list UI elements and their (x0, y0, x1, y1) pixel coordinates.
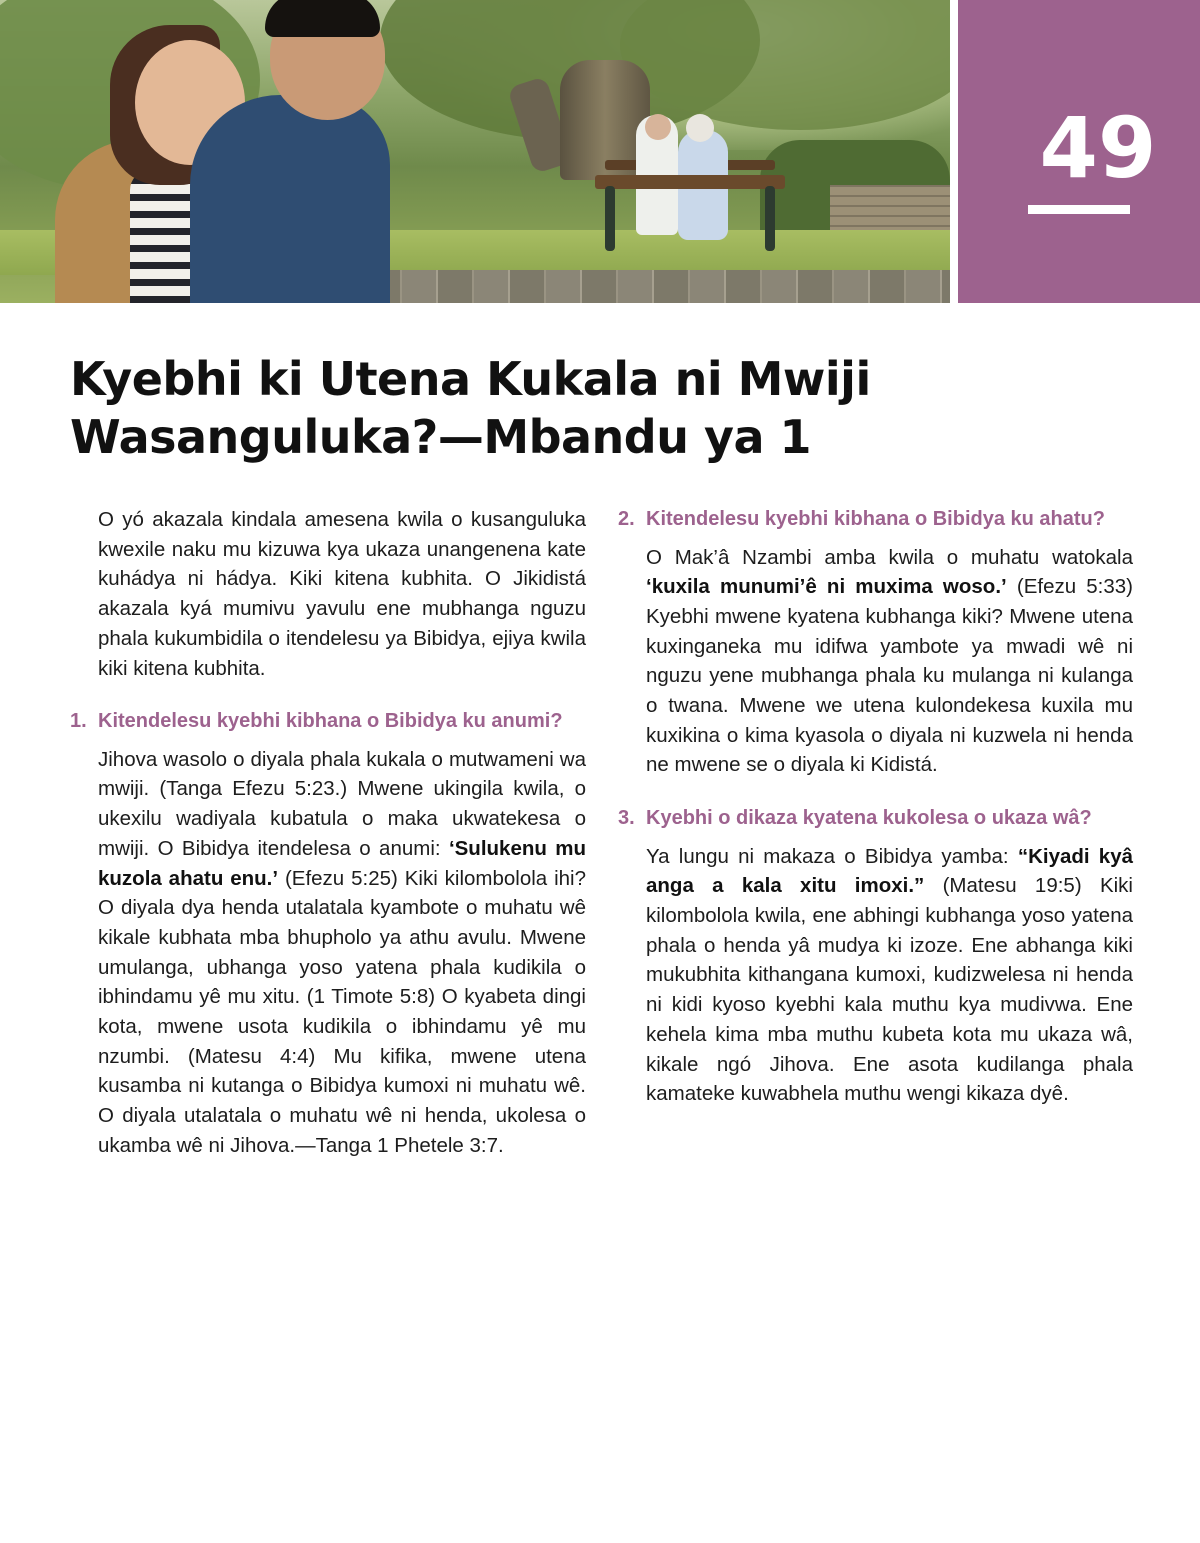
question-1-text: Kitendelesu kyebhi kibhana o Bibidya ku anumi? (98, 710, 563, 733)
question-3-heading (618, 804, 1133, 834)
answer-3-quote: “Kiyadi kyâ anga a kala xitu imoxi.” (646, 844, 1133, 898)
question-3-text: Kyebhi o dikaza kyatena kukolesa o ukaza wâ? (646, 807, 1092, 830)
answer-2-text-b: (Efezu 5:33) Kyebhi mwene kyatena kubhanga kiki? Mwene utena kuxinganeka mu idifwa yambote ya mwadi wê ni nguzu yene mubhanga phala ku mulanga ni kulanga o twana. Mwene we utena kulondekesa kuxila mu kuxikina o kima kyasola o diyala ni kuzwela ni henda ne mwene se o diyala ki Kidistá. (646, 575, 1133, 777)
page-title-line-1: Kyebhi ki Utena Kukala ni Mwiji (70, 352, 871, 406)
question-2-answer (618, 543, 1133, 781)
header-photo (0, 0, 950, 303)
question-2-heading (618, 505, 1133, 535)
question-1-number: 1. (70, 710, 87, 733)
answer-1-text-b: (Efezu 5:25) Kiki kilombolola ihi? O diyala dya henda utalatala kyambote o muhatu wê kikale kubhata mba bhupholo ya athu avulu. Mwene umulanga, ubhanga yoso yatena phala kudikila o ibhindamu yê mu xitu. (1 Timote 5:8) O kyabeta dingi kota, mwene usota kudikila o ibhindamu yê mu nzumbi. (Matesu 4:4) Mu kifika, mwene utena kusamba ni kutanga o Bibidya kumoxi ni muhatu wê. O diyala utalatala o muhatu wê ni henda, ukolesa o ukamba wê ni Jihova.—Tanga 1 Phetele 3:7. (98, 866, 586, 1157)
answer-1-text-a: Jihova wasolo o diyala phala kukala o mutwameni wa mwiji. (Tanga Efezu 5:23.) Mwene ukingila kwila, o ukexilu wadiyala kubatula o maka ukwatekesa o mwiji. O Bibidya itendelesa o anumi: (98, 747, 586, 860)
lesson-badge (958, 0, 1200, 303)
right-column (618, 505, 1133, 1109)
lesson-number-underline (1028, 205, 1130, 214)
left-column (70, 505, 586, 1161)
answer-3-text-a: Ya lungu ni makaza o Bibidya yamba: (646, 844, 1018, 868)
answer-3-text-b: (Matesu 19:5) Kiki kilombolola kwila, ene abhingi kubhanga yoso yatena phala o henda yâ mudya ki izoze. Ene abhanga kiki mukubhita kithangana kumoxi, kudizwelesa ni henda ni kidi kyoso kyebhi kala muthu kya mudivwa. Ene kehela kima mba muthu kubeta kota mu ukaza wâ, kikale ngó Jihova. Ene asota kudilanga phala kamateke kuwabhela muthu wengi kikaza dyê. (646, 874, 1133, 1106)
intro-paragraph: O yó akazala kindala amesena kwila o kusanguluka kwexile naku mu kizuwa kya ukaza unangenena kate kuhádya ni hádya. Kiki kitena kubhita. O Jikidistá akazala kyá mumivu yavulu ene mubhanga nguzu phala kukumbidila o itendelesu ya Bibidya, ejiya kwila kiki kitena kubhita. (98, 508, 586, 680)
page-title (70, 350, 970, 466)
question-2-number: 2. (618, 508, 635, 530)
question-3-number: 3. (618, 807, 635, 830)
question-1-heading (70, 707, 586, 737)
question-3-answer (618, 842, 1133, 1109)
question-2-text: Kitendelesu kyebhi kibhana o Bibidya ku ahatu? (646, 508, 1105, 530)
answer-2-quote: ‘kuxila munumi’ê ni muxima woso.’ (646, 575, 1007, 599)
answer-1-quote: ‘Sulukenu mu kuzola ahatu enu.’ (98, 836, 586, 890)
lesson-number: 49 (1039, 99, 1157, 197)
question-1-answer (70, 745, 586, 1161)
answer-2-text-a: O Mak’â Nzambi amba kwila o muhatu watokala (646, 545, 1133, 569)
page-title-line-2: Wasanguluka?—Mbandu ya 1 (70, 410, 812, 464)
